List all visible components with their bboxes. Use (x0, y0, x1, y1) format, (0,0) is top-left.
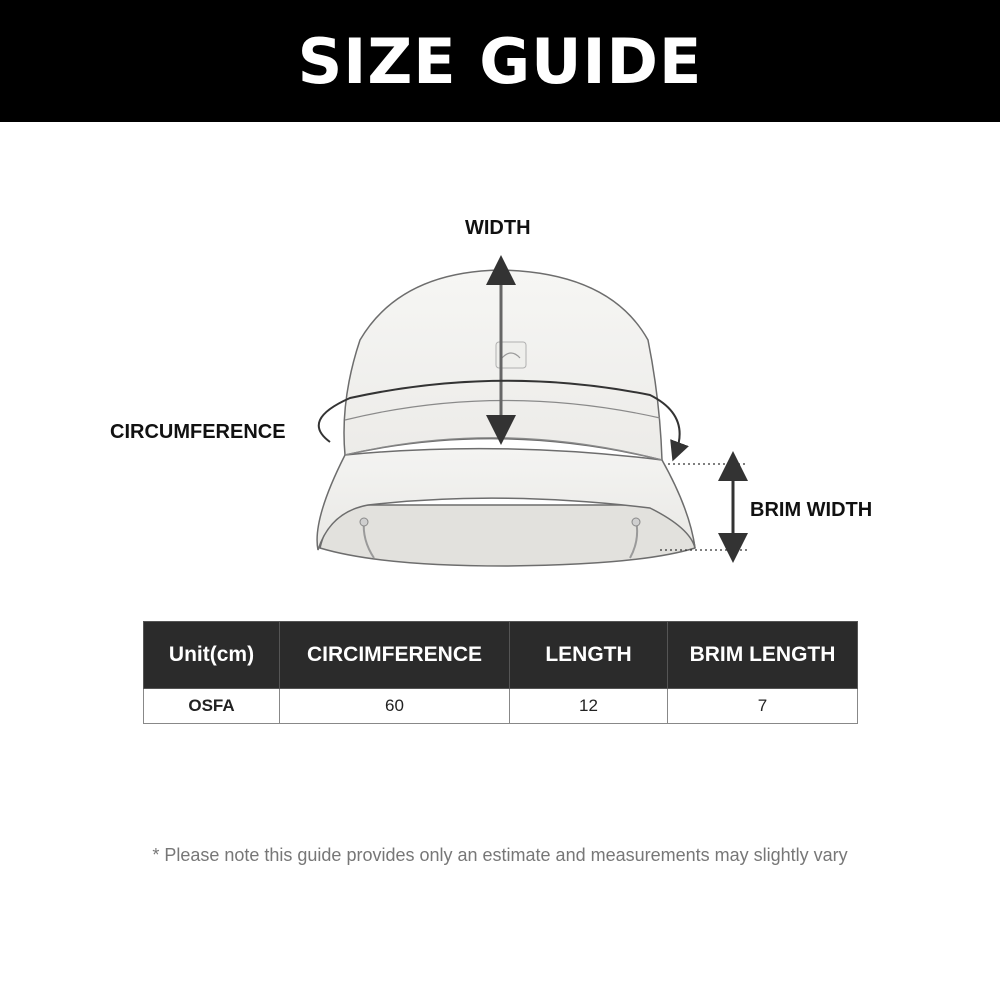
table-header-row (144, 622, 858, 689)
measurement-diagram (0, 122, 1000, 602)
column-header: CIRCIMFERENCE (280, 622, 510, 689)
table-cell: OSFA (144, 689, 280, 724)
header-banner (0, 0, 1000, 122)
column-header: Unit(cm) (144, 622, 280, 689)
disclaimer-note: * Please note this guide provides only an estimate and measurements may slightly vary (152, 845, 848, 865)
column-header: LENGTH (510, 622, 668, 689)
table-cell: 12 (510, 689, 668, 724)
circumference-label: CIRCUMFERENCE (110, 421, 286, 443)
size-table (143, 621, 858, 724)
column-header: BRIM LENGTH (668, 622, 858, 689)
bucket-hat-illustration (0, 122, 1000, 602)
width-label: WIDTH (465, 217, 531, 239)
table-cell: 7 (668, 689, 858, 724)
page-title: SIZE GUIDE (297, 24, 703, 98)
brim-width-label: BRIM WIDTH (750, 499, 873, 521)
table-row (144, 689, 858, 724)
table-cell: 60 (280, 689, 510, 724)
